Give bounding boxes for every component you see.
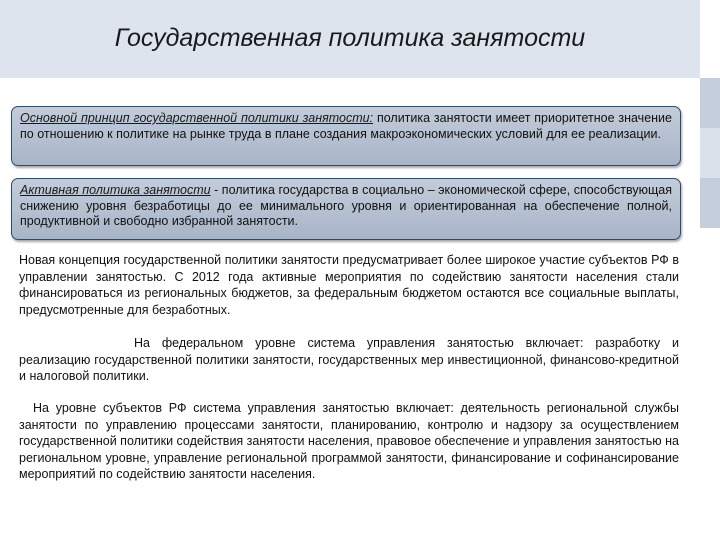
slide-title: Государственная политика занятости (114, 24, 586, 52)
principle-text: политика занятости имеет приоритетное значение по отношению к политике на рынке труда в плане создания макроэкономических условий для ее реализации. (20, 111, 672, 141)
active-policy-lead: Активная политика занятости (20, 183, 211, 197)
paragraph-regional-level: На уровне субъектов РФ система управления занятостью включает: деятельность региональной службы занятости по управлению процессами занятости, планированию, контролю и надзору за осуществлением государственной политики содействия занятости населения, правовое обеспечение и управления занятостью на региональном уровне, управление региональной программой занятости, финансирование и софинансирование мероприятий по содействию занятости населения. (19, 401, 679, 481)
side-decoration-bar (700, 0, 720, 540)
principle-lead: Основной принцип государственной политики занятости: (20, 111, 374, 125)
active-policy-box (11, 178, 681, 240)
paragraph-federal-level: На федеральном уровне система управления занятостью включает: разработку и реализацию государственной политики занятости, государственных мер инвестиционной, финансово-кредитной и налоговой политики. (19, 336, 679, 383)
active-policy-text: - политика государства в социально – экономической сфере, способствующая снижению уровня безработицы до ее минимального уровня и ориентированная на обеспечение полной, продуктивной и свободно избранной занятости. (20, 183, 672, 228)
paragraph-new-concept: Новая концепция государственной политики занятости предусматривает более широкое участие субъектов РФ в управлении занятостью. С 2012 года активные мероприятия по содействию занятости населения стали финансироваться из региональных бюджетов, за федеральным бюджетом остаются все социальные выплаты, предусмотренные для безработных. (19, 253, 679, 317)
principle-box (11, 106, 681, 166)
